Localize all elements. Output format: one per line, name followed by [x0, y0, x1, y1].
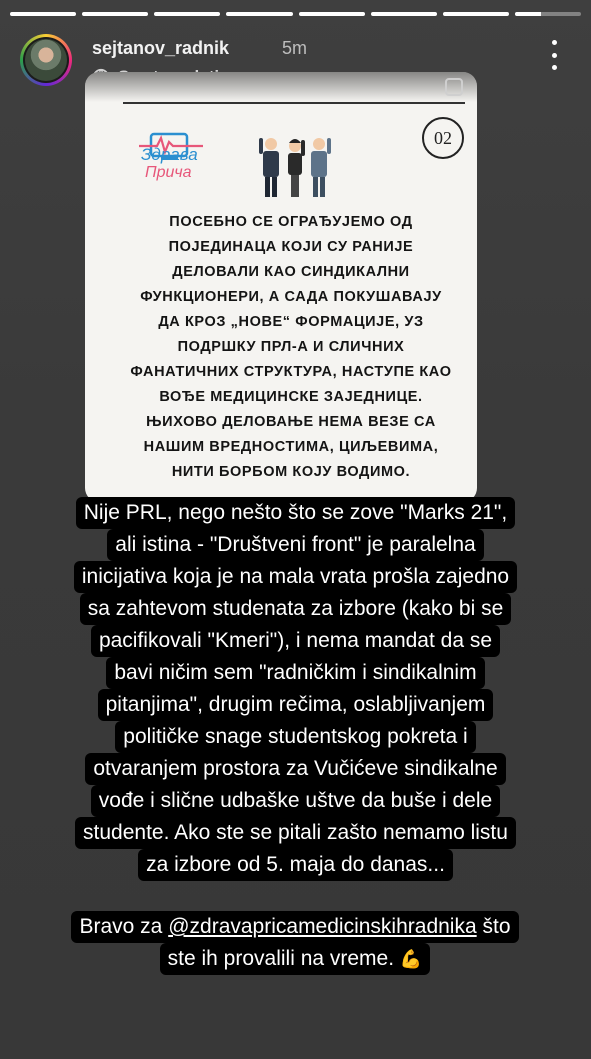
caption-line: studente. Ako ste se pitali zašto nemamo listu	[75, 817, 516, 849]
caption-line: ali istina - "Društveni front" je paralelna	[107, 529, 483, 561]
divider	[123, 102, 465, 104]
shared-post-card	[85, 72, 477, 502]
logo-text-bottom: Прича	[145, 164, 192, 181]
progress-segment	[154, 12, 220, 16]
business-people-icon	[257, 132, 333, 200]
caption-line: pitanjima", drugim rečima, oslabljivanjem	[98, 689, 494, 721]
card-statement-line: ПОЈЕДИНАЦА КОЈИ СУ РАНИЈЕ	[168, 239, 414, 255]
username[interactable]: sejtanov_radnik	[92, 38, 230, 58]
card-statement-line: ДЕЛОВАЛИ КАО СИНДИКАЛНИ	[172, 264, 410, 280]
caption-text-block	[44, 497, 547, 881]
card-statement-line: ПОСЕБНО СЕ ОГРАЂУЈЕМО ОД	[169, 214, 413, 230]
card-statement-line: ВОЂЕ МЕДИЦИНСКЕ ЗАЈЕДНИЦЕ.	[159, 389, 423, 405]
card-statement-line: ЊИХОВО ДЕЛОВАЊЕ НЕМА ВЕЗЕ СА	[146, 414, 436, 430]
caption-line: inicijativa koja je na mala vrata prošla zajedno	[74, 561, 517, 593]
caption-line2-text: ste ih provalili na vreme.	[167, 947, 395, 970]
caption-mention-line	[71, 911, 518, 943]
progress-segment	[371, 12, 437, 16]
progress-segment	[443, 12, 509, 16]
caption-prefix: Bravo za	[79, 915, 169, 938]
card-statement-line: ФАНАТИЧНИХ СТРУКТУРА, НАСТУПЕ КАО	[130, 364, 452, 380]
caption-line: pacifikovali "Kmeri"), i nema mandat da se	[91, 625, 500, 657]
square-icon	[445, 78, 463, 96]
progress-fill	[82, 12, 148, 16]
flexed-biceps-icon: 💪	[399, 949, 423, 969]
mention-link[interactable]: @zdravapricamedicinskihradnika	[168, 915, 477, 938]
progress-segment	[82, 12, 148, 16]
progress-fill	[443, 12, 509, 16]
card-statement-line: НАШИМ ВРЕДНОСТИМА, ЦИЉЕВИМА,	[143, 439, 439, 455]
page-number-badge: 02	[422, 117, 464, 159]
caption-line: vođe i slične udbaške uštve da buše i dele	[91, 785, 500, 817]
caption-line: političke snage studentskog pokreta i	[115, 721, 475, 753]
caption-line: sa zahtevom studenata za izbore (kako bi se	[80, 593, 512, 625]
avatar-photo	[25, 39, 67, 81]
progress-segment	[10, 12, 76, 16]
card-statement-line: ПОДРШКУ ПРЛ-А И СЛИЧНИХ	[177, 339, 405, 355]
card-statement-line: НИТИ БОРБОМ КОЈУ ВОДИМО.	[171, 464, 411, 480]
caption-line: Nije PRL, nego nešto što se zove "Marks 21",	[76, 497, 515, 529]
progress-fill	[299, 12, 365, 16]
more-options-icon[interactable]	[547, 40, 561, 70]
card-statement-line: ДА КРОЗ „НОВЕ“ ФОРМАЦИЈЕ, УЗ	[158, 314, 424, 330]
progress-fill	[515, 12, 541, 16]
progress-fill	[226, 12, 292, 16]
card-statement	[115, 210, 467, 485]
caption-line: otvaranjem prostora za Vučićeve sindikalne	[85, 753, 505, 785]
avatar[interactable]	[20, 34, 72, 86]
card-statement-line: ФУНКЦИОНЕРИ, А САДА ПОКУШАВАЈУ	[140, 289, 442, 305]
progress-segment	[515, 12, 581, 16]
caption-line: za izbore od 5. maja do danas...	[138, 849, 453, 881]
caption-line: bavi ničim sem "radničkim i sindikalnim	[106, 657, 484, 689]
progress-fill	[10, 12, 76, 16]
caption-second-line	[160, 943, 431, 975]
caption-mention-block	[30, 911, 560, 975]
progress-segment	[299, 12, 365, 16]
progress-fill	[371, 12, 437, 16]
story-progress-bar	[10, 12, 581, 16]
progress-segment	[226, 12, 292, 16]
logo-text-top: Здрава	[141, 145, 198, 164]
caption-suffix: što	[476, 915, 511, 938]
post-time: 5m	[282, 38, 308, 58]
progress-fill	[154, 12, 220, 16]
